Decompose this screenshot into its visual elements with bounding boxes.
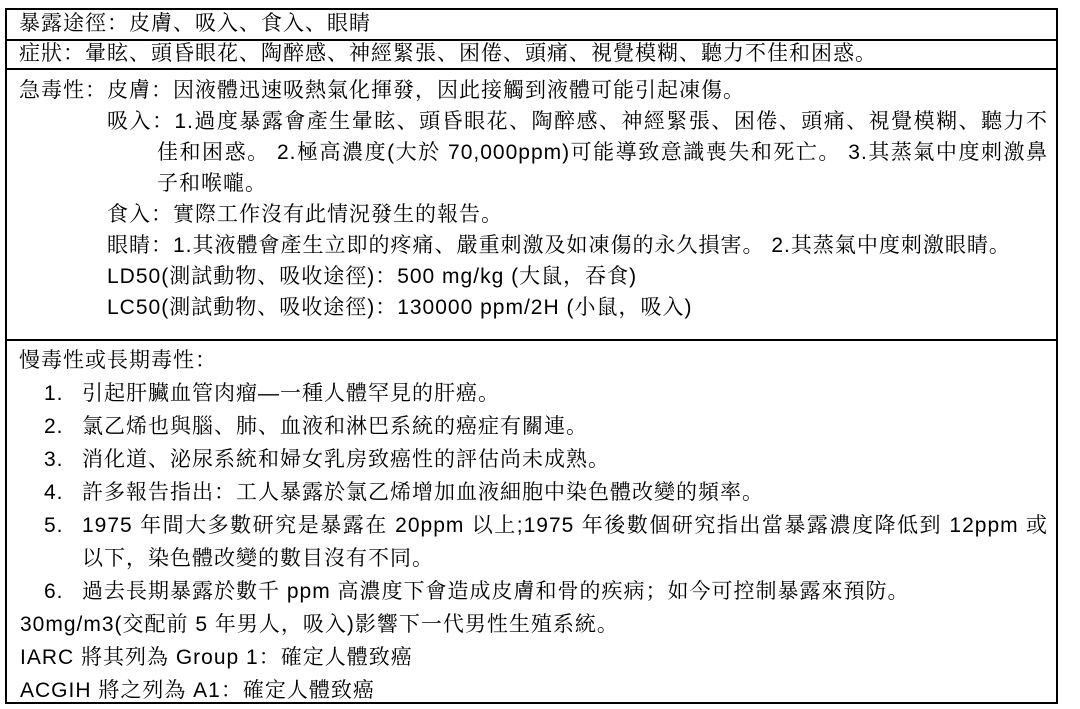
chronic-item [19,410,1048,443]
chronic-item [19,575,1048,608]
acute-ingestion-line: 食入：實際工作沒有此情況發生的報告。 [107,203,503,226]
lc50-line: LC50(測試動物、吸收途徑)：130000 ppm/2H (小鼠，吸入) [107,296,693,319]
chronic-item-text: 氯乙烯也與腦、肺、血液和淋巴系統的癌症有關連。 [82,415,588,438]
acute-inhalation-line: 吸入：1.過度暴露會產生暈眩、頭昏眼花、陶醉感、神經緊張、困倦、頭痛、視覺模糊、聽力不佳和困惑。 2.極高濃度(大於 70,000ppm)可能導致意識喪失和死亡。 3.其蒸氣中度刺激鼻子和喉嚨。 [107,110,1048,195]
symptoms-row [7,39,1056,68]
exposure-route-text: 暴露途徑：皮膚、吸入、食入、眼睛 [19,12,371,35]
chronic-item [19,377,1048,410]
acute-skin-line: 急毒性：皮膚：因液體迅速吸熱氣化揮發，因此接觸到液體可能引起凍傷。 [19,79,745,102]
toxicity-table [5,8,1058,704]
exposure-route-row [7,10,1056,39]
chronic-item-number: 6. [44,580,64,603]
iarc-classification-note: IARC 將其列為 Group 1：確定人體致癌 [20,646,413,669]
chronic-item-number: 4. [44,481,64,504]
chronic-item-number: 3. [44,448,64,471]
chronic-item-number: 2. [44,415,64,438]
symptoms-text: 症狀：暈眩、頭昏眼花、陶醉感、神經緊張、困倦、頭痛、視覺模糊、聽力不佳和困惑。 [19,42,877,65]
acute-toxicity-row [7,68,1056,339]
acute-eyes-line: 眼睛：1.其液體會產生立即的疼痛、嚴重刺激及如凍傷的永久損害。 2.其蒸氣中度刺激眼睛。 [107,234,1011,257]
chronic-item-number: 5. [44,514,64,537]
ld50-line: LD50(測試動物、吸收途徑)：500 mg/kg (大鼠，吞食) [107,265,638,288]
chronic-item-text: 1975 年間大多數研究是暴露在 20ppm 以上;1975 年後數個研究指出當暴露濃度降低到 12ppm 或以下，染色體改變的數目沒有不同。 [82,514,1048,570]
chronic-item [19,443,1048,476]
chronic-item-number: 1. [44,382,64,405]
reproductive-effect-note: 30mg/m3(交配前 5 年男人，吸入)影響下一代男性生殖系統。 [20,613,619,636]
chronic-title: 慢毒性或長期毒性： [19,349,217,372]
chronic-item [19,476,1048,509]
acgih-classification-note: ACGIH 將之列為 A1：確定人體致癌 [20,679,375,702]
chronic-item-text: 許多報告指出：工人暴露於氯乙烯增加血液細胞中染色體改變的頻率。 [82,481,764,504]
chronic-item [19,509,1048,575]
chronic-item-text: 引起肝臟血管肉瘤—一種人體罕見的肝癌。 [82,382,500,405]
chronic-item-text: 消化道、泌尿系統和婦女乳房致癌性的評估尚未成熟。 [82,448,610,471]
chronic-item-text: 過去長期暴露於數千 ppm 高濃度下會造成皮膚和骨的疾病；如今可控制暴露來預防。 [82,580,910,603]
chronic-toxicity-row [7,339,1056,702]
